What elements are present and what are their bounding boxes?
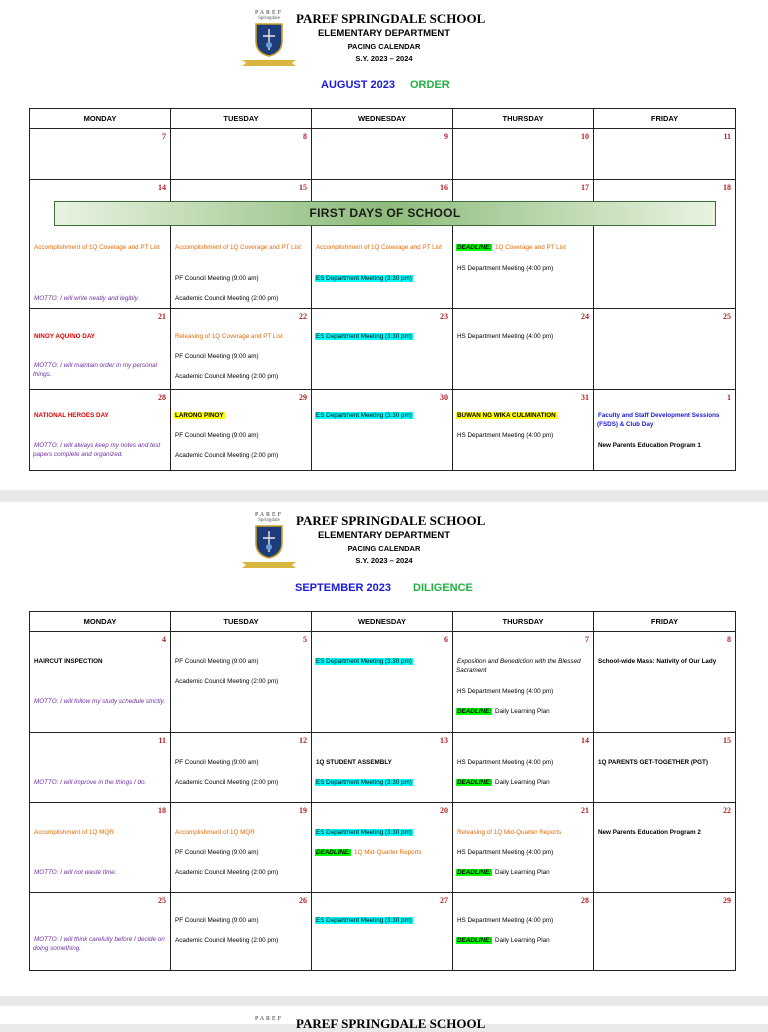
calendar-event <box>174 829 308 838</box>
event-label: PF Council Meeting (9:00 am) <box>175 353 259 360</box>
seal-subwordmark: Springdale <box>258 518 280 523</box>
day-number: 15 <box>723 736 731 745</box>
calendar-event <box>174 869 308 878</box>
calendar-subtitle: PACING CALENDAR <box>347 42 421 51</box>
day-cell <box>594 309 736 390</box>
day-cell <box>30 390 171 471</box>
event-detail: Daily Learning Plan <box>493 869 550 876</box>
day-cell <box>30 893 171 971</box>
day-number: 29 <box>299 393 307 402</box>
calendar-event <box>33 244 167 253</box>
calendar-event <box>174 353 308 362</box>
calendar-event <box>174 937 308 946</box>
calendar-event <box>174 452 308 461</box>
day-number: 25 <box>158 896 166 905</box>
event-label: Academic Council Meeting (2:00 pm) <box>175 373 279 380</box>
day-cell <box>312 803 453 893</box>
event-label: MOTTO: I will maintain order in my personal things. <box>33 362 158 378</box>
calendar-event <box>456 917 590 926</box>
day-cell <box>312 309 453 390</box>
event-label: DEADLINE: <box>457 244 492 251</box>
calendar-event <box>597 759 732 768</box>
day-number: 21 <box>158 312 166 321</box>
calendar-event <box>174 917 308 926</box>
day-cell <box>312 632 453 733</box>
event-label: MOTTO: I will think carefully before I decide on doing something. <box>33 936 165 952</box>
day-cell <box>171 733 312 803</box>
event-label: DEADLINE: <box>457 708 492 715</box>
school-name: PAREF SPRINGDALE SCHOOL <box>296 1016 486 1031</box>
event-label: 1Q PARENTS GET-TOGETHER (PGT) <box>598 759 708 766</box>
day-cell <box>171 309 312 390</box>
calendar-event <box>33 658 167 667</box>
event-label: MOTTO: I will always keep my notes and test papers complete and organized. <box>33 442 161 458</box>
weekday-header-tuesday: TUESDAY <box>171 612 312 632</box>
day-number: 1 <box>727 393 731 402</box>
calendar-event <box>456 779 590 788</box>
week-row <box>30 803 736 893</box>
day-cell <box>30 180 171 309</box>
event-label: HS Department Meeting (4:00 pm) <box>457 917 554 924</box>
seal-wordmark: PAREF <box>254 1016 284 1022</box>
event-label: Releasing of 1Q Mid-Quarter Reports <box>457 829 562 836</box>
event-label: Accomplishment of 1Q Coverage and PT List <box>175 244 301 251</box>
day-cell <box>30 733 171 803</box>
calendar-event <box>33 869 167 878</box>
calendar-event <box>315 849 449 858</box>
event-label: DEADLINE: <box>457 869 492 876</box>
week-row <box>30 309 736 390</box>
calendar-event <box>456 412 590 421</box>
event-label: DEADLINE: <box>457 937 492 944</box>
day-number: 16 <box>440 183 448 192</box>
calendar-event <box>33 779 167 788</box>
day-cell <box>30 129 171 180</box>
calendar-event <box>174 373 308 382</box>
event-label: PF Council Meeting (9:00 am) <box>175 432 259 439</box>
calendar-event <box>33 829 167 838</box>
day-cell <box>30 309 171 390</box>
day-number: 10 <box>581 132 589 141</box>
week-row <box>30 733 736 803</box>
calendar-event <box>33 936 167 953</box>
calendar-page-august <box>0 0 768 490</box>
calendar-event <box>33 362 167 379</box>
calendar-event <box>456 265 590 274</box>
calendar-event <box>456 708 590 717</box>
weekday-header-tuesday: TUESDAY <box>171 109 312 129</box>
day-number: 31 <box>581 393 589 402</box>
day-number: 9 <box>444 132 448 141</box>
day-number: 22 <box>299 312 307 321</box>
calendar-page-september <box>0 502 768 996</box>
calendar-event <box>456 688 590 697</box>
day-cell <box>312 390 453 471</box>
calendar-event <box>174 432 308 441</box>
event-label: Academic Council Meeting (2:00 pm) <box>175 869 279 876</box>
day-cell <box>453 893 594 971</box>
calendar-event <box>174 275 308 284</box>
event-label: ES Department Meeting (3:30 pm) <box>316 917 412 924</box>
event-detail: Daily Learning Plan <box>493 779 550 786</box>
event-label: MOTTO: I will improve in the things I do. <box>34 779 147 786</box>
weekday-header-thursday: THURSDAY <box>453 109 594 129</box>
day-cell <box>594 893 736 971</box>
day-number: 26 <box>299 896 307 905</box>
department-name: ELEMENTARY DEPARTMENT <box>317 28 451 39</box>
page-header <box>0 502 768 574</box>
school-year: S.Y. 2023 – 2024 <box>355 556 413 565</box>
page-header <box>0 0 768 72</box>
day-number: 8 <box>727 635 731 644</box>
event-detail: 1Q Mid-Quarter Reports <box>352 849 422 856</box>
day-number: 11 <box>723 132 731 141</box>
day-cell <box>171 180 312 309</box>
calendar-event <box>315 412 449 421</box>
day-cell <box>312 129 453 180</box>
calendar-event <box>174 658 308 667</box>
week-row <box>30 129 736 180</box>
day-number: 19 <box>299 806 307 815</box>
calendar-subtitle: PACING CALENDAR <box>347 544 421 553</box>
event-label: New Parents Education Program 2 <box>598 829 701 836</box>
event-detail: 1Q Coverage and PT List <box>493 244 566 251</box>
event-label: MOTTO: I will follow my study schedule strictly. <box>34 698 165 705</box>
day-number: 4 <box>162 635 166 644</box>
weekday-header-wednesday: WEDNESDAY <box>312 109 453 129</box>
event-detail: Daily Learning Plan <box>493 937 550 944</box>
event-label: New Parents Education Program 1 <box>598 442 701 449</box>
calendar-event <box>174 779 308 788</box>
banner-label: FIRST DAYS OF SCHOOL <box>309 206 461 220</box>
calendar-event <box>315 333 449 342</box>
school-name: PAREF SPRINGDALE SCHOOL <box>296 11 486 26</box>
event-label: ES Department Meeting (3:30 pm) <box>316 658 412 665</box>
calendar-event <box>315 779 449 788</box>
event-label: Faculty and Staff Development Sessions (FSDS) & Club Day <box>597 412 720 428</box>
event-label: BUWAN NG WIKA CULMINATION <box>457 412 556 419</box>
day-number: 29 <box>723 896 731 905</box>
event-detail: Daily Learning Plan <box>493 708 550 715</box>
school-name: PAREF SPRINGDALE SCHOOL <box>296 513 486 528</box>
day-number: 5 <box>303 635 307 644</box>
calendar-event <box>597 658 732 667</box>
event-label: ES Department Meeting (3:30 pm) <box>316 412 412 419</box>
day-cell <box>171 390 312 471</box>
calendar-event <box>174 244 308 253</box>
calendar-event <box>33 698 167 707</box>
day-cell <box>171 803 312 893</box>
calendar-table <box>29 611 736 971</box>
week-row <box>30 893 736 971</box>
event-label: Academic Council Meeting (2:00 pm) <box>175 937 279 944</box>
day-cell <box>453 180 594 309</box>
day-number: 6 <box>444 635 448 644</box>
event-label: PF Council Meeting (9:00 am) <box>175 849 259 856</box>
day-cell <box>171 893 312 971</box>
event-label: HS Department Meeting (4:00 pm) <box>457 432 554 439</box>
weekday-header-monday: MONDAY <box>30 612 171 632</box>
event-label: Exposition and Benediction with the Blessed Sacrament <box>456 658 581 674</box>
event-label: HS Department Meeting (4:00 pm) <box>457 688 554 695</box>
department-name: ELEMENTARY DEPARTMENT <box>317 530 451 541</box>
event-label: Accomplishment of 1Q MQR <box>34 829 114 836</box>
day-number: 28 <box>581 896 589 905</box>
calendar-event <box>456 829 590 838</box>
calendar-event <box>456 333 590 342</box>
event-label: Academic Council Meeting (2:00 pm) <box>175 678 279 685</box>
event-label: Accomplishment of 1Q MQR <box>175 829 255 836</box>
calendar-event <box>174 759 308 768</box>
event-label: DEADLINE: <box>457 779 492 786</box>
calendar-event <box>597 412 732 429</box>
event-label: DEADLINE: <box>316 849 351 856</box>
weekday-header-monday: MONDAY <box>30 109 171 129</box>
seal-subwordmark: Springdale <box>258 16 280 21</box>
day-number: 14 <box>581 736 589 745</box>
event-label: PF Council Meeting (9:00 am) <box>175 275 259 282</box>
event-label: HS Department Meeting (4:00 pm) <box>457 265 554 272</box>
day-cell <box>30 632 171 733</box>
day-cell <box>594 803 736 893</box>
day-cell <box>171 632 312 733</box>
day-number: 20 <box>440 806 448 815</box>
event-label: ES Department Meeting (3:30 pm) <box>316 275 412 282</box>
month-title: SEPTEMBER 2023 <box>295 582 391 594</box>
event-label: ES Department Meeting (3:30 pm) <box>316 333 412 340</box>
calendar-event <box>315 275 449 284</box>
event-label: Releasing of 1Q Coverage and PT List <box>175 333 283 340</box>
month-virtue: DILIGENCE <box>413 582 473 594</box>
week-row <box>30 390 736 471</box>
weekday-header-row <box>30 109 736 129</box>
day-cell <box>312 893 453 971</box>
day-cell <box>171 129 312 180</box>
weekday-header-wednesday: WEDNESDAY <box>312 612 453 632</box>
calendar-event <box>456 869 590 878</box>
event-label: HS Department Meeting (4:00 pm) <box>457 759 554 766</box>
calendar-event <box>456 432 590 441</box>
event-label: MOTTO: I will not waste time. <box>34 869 117 876</box>
day-cell <box>594 390 736 471</box>
day-number: 13 <box>440 736 448 745</box>
calendar-event <box>315 244 449 253</box>
day-number: 18 <box>158 806 166 815</box>
day-cell <box>453 309 594 390</box>
day-number: 7 <box>162 132 166 141</box>
school-year: S.Y. 2023 – 2024 <box>355 54 413 63</box>
day-cell <box>594 180 736 309</box>
day-cell <box>453 803 594 893</box>
day-number: 21 <box>581 806 589 815</box>
day-number: 24 <box>581 312 589 321</box>
month-virtue: ORDER <box>410 79 450 91</box>
event-label: Accomplishment of 1Q Coverage and PT List <box>316 244 442 251</box>
event-label: Academic Council Meeting (2:00 pm) <box>175 452 279 459</box>
day-number: 28 <box>158 393 166 402</box>
day-number: 14 <box>158 183 166 192</box>
day-number: 8 <box>303 132 307 141</box>
day-cell <box>453 129 594 180</box>
event-label: HS Department Meeting (4:00 pm) <box>457 333 554 340</box>
weekday-header-friday: FRIDAY <box>594 109 736 129</box>
event-label: HS Department Meeting (4:00 pm) <box>457 849 554 856</box>
calendar-event <box>315 759 449 768</box>
day-number: 25 <box>723 312 731 321</box>
day-number: 22 <box>723 806 731 815</box>
seal-wordmark: PAREF <box>254 512 284 518</box>
event-label: 1Q STUDENT ASSEMBLY <box>316 759 392 766</box>
event-label: ES Department Meeting (3:30 pm) <box>316 779 412 786</box>
month-title: AUGUST 2023 <box>321 79 395 91</box>
calendar-event <box>456 244 590 253</box>
event-label: Academic Council Meeting (2:00 pm) <box>175 295 279 302</box>
calendar-event <box>597 442 732 451</box>
calendar-event <box>315 658 449 667</box>
day-cell <box>453 733 594 803</box>
event-label: Accomplishment of 1Q Coverage and PT List <box>34 244 160 251</box>
calendar-event <box>456 658 590 675</box>
day-cell <box>594 129 736 180</box>
day-number: 7 <box>585 635 589 644</box>
day-number: 15 <box>299 183 307 192</box>
day-number: 11 <box>158 736 166 745</box>
day-cell <box>312 180 453 309</box>
event-label: NINOY AQUINO DAY <box>34 333 95 340</box>
calendar-event <box>597 829 732 838</box>
calendar-event <box>174 295 308 304</box>
calendar-event <box>33 333 167 342</box>
event-label: LARONG PINOY <box>175 412 224 419</box>
day-number: 18 <box>723 183 731 192</box>
day-cell <box>453 390 594 471</box>
weekday-header-friday: FRIDAY <box>594 612 736 632</box>
event-label: PF Council Meeting (9:00 am) <box>175 917 259 924</box>
event-label: School-wide Mass: Nativity of Our Lady <box>598 658 717 665</box>
day-cell <box>312 733 453 803</box>
event-label: PF Council Meeting (9:00 am) <box>175 759 259 766</box>
event-label: PF Council Meeting (9:00 am) <box>175 658 259 665</box>
day-number: 27 <box>440 896 448 905</box>
first-days-banner <box>54 201 716 226</box>
day-cell <box>594 733 736 803</box>
calendar-event <box>315 917 449 926</box>
calendar-event <box>456 849 590 858</box>
calendar-event <box>174 412 308 421</box>
week-row <box>30 180 736 309</box>
calendar-event <box>315 829 449 838</box>
calendar-event <box>33 295 167 304</box>
event-label: Academic Council Meeting (2:00 pm) <box>175 779 279 786</box>
day-number: 17 <box>581 183 589 192</box>
calendar-event <box>174 678 308 687</box>
event-label: HAIRCUT INSPECTION <box>34 658 103 665</box>
calendar-event <box>174 333 308 342</box>
week-row <box>30 632 736 733</box>
weekday-header-row <box>30 612 736 632</box>
calendar-table <box>29 108 736 471</box>
calendar-event <box>456 937 590 946</box>
event-label: ES Department Meeting (3:30 pm) <box>316 829 412 836</box>
calendar-event <box>33 412 167 421</box>
calendar-event <box>174 849 308 858</box>
day-number: 23 <box>440 312 448 321</box>
calendar-page-next <box>0 1006 768 1031</box>
event-label: MOTTO: I will write neatly and legibly. <box>34 295 140 302</box>
day-cell <box>453 632 594 733</box>
weekday-header-thursday: THURSDAY <box>453 612 594 632</box>
seal-wordmark: PAREF <box>254 10 284 16</box>
day-cell <box>594 632 736 733</box>
calendar-event <box>33 442 167 459</box>
day-number: 30 <box>440 393 448 402</box>
day-number: 12 <box>299 736 307 745</box>
day-cell <box>30 803 171 893</box>
calendar-event <box>456 759 590 768</box>
event-label: NATIONAL HEROES DAY <box>34 412 109 419</box>
